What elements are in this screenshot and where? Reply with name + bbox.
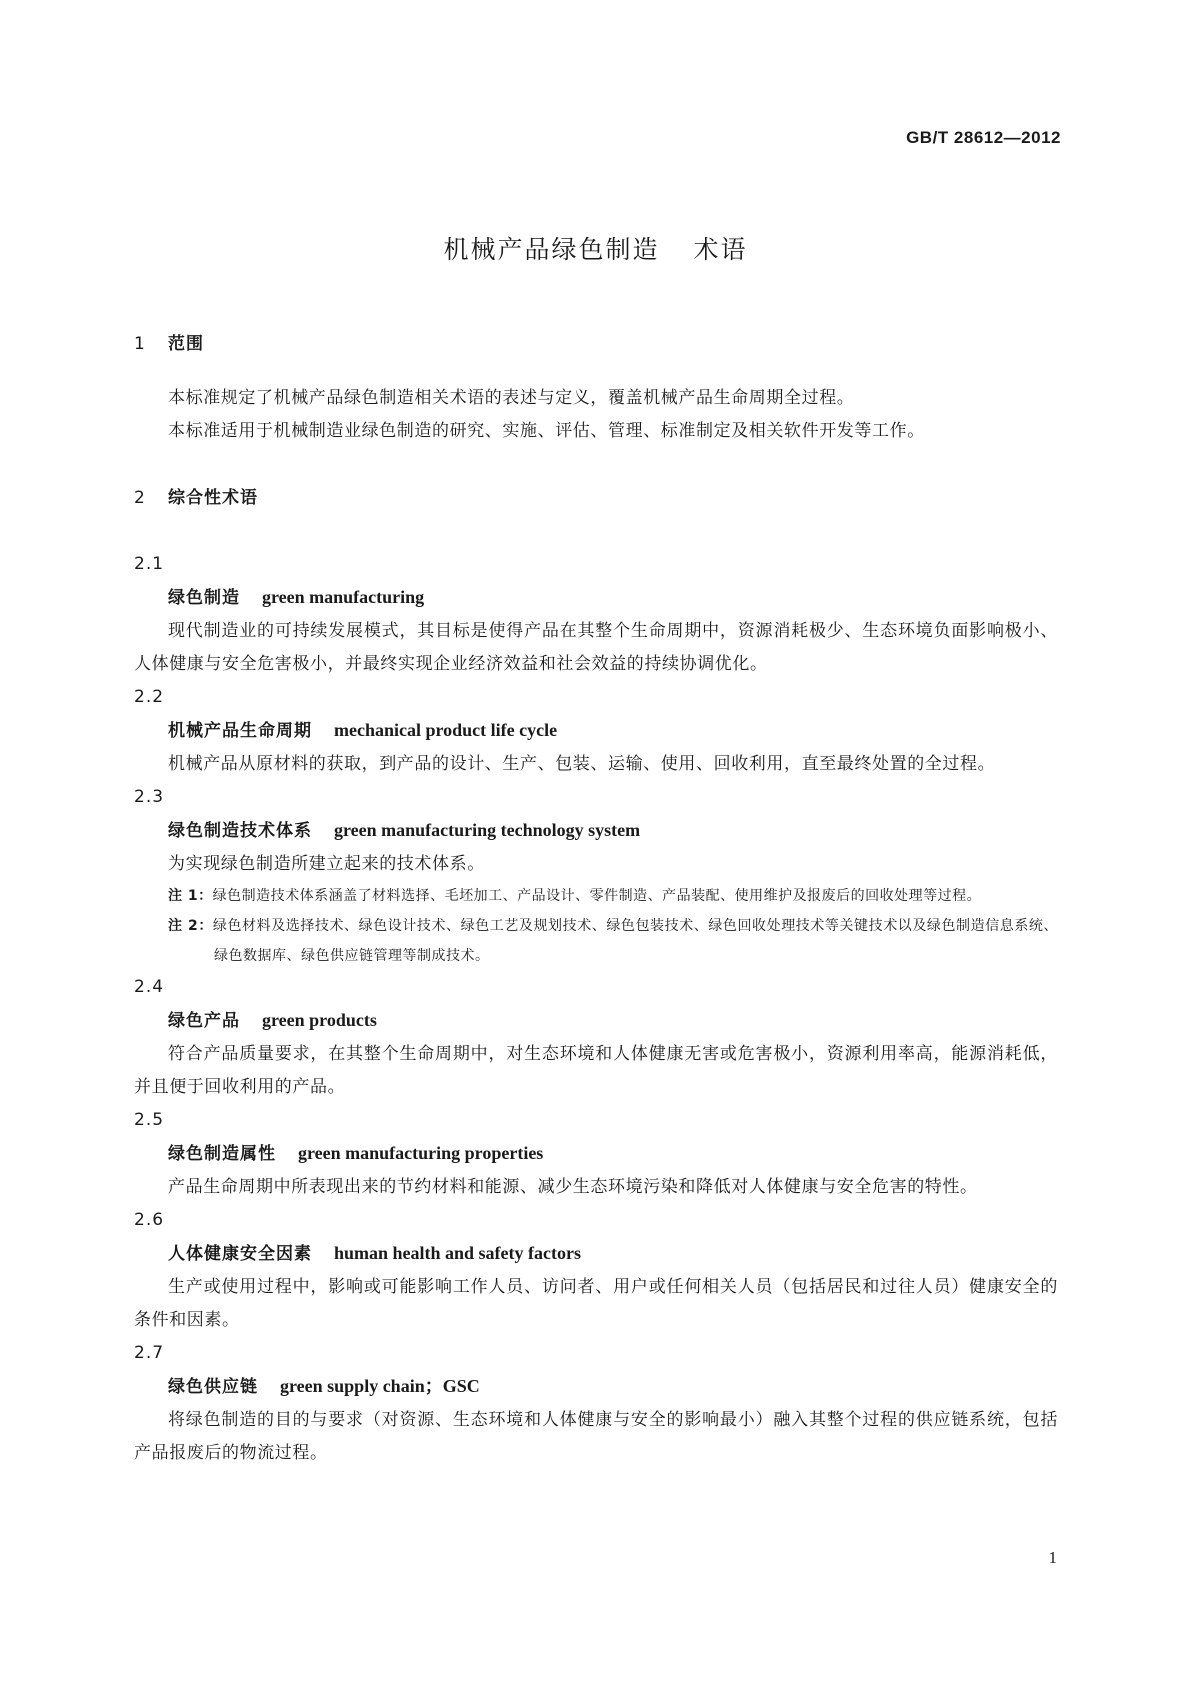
note-text: 绿色材料及选择技术、绿色设计技术、绿色工艺及规划技术、绿色包装技术、绿色回收处理技术等关键技术以及绿色制造信息系统、绿色数据库、绿色供应链管理等制成技术。 bbox=[212, 918, 1058, 964]
standard-code: GB/T 28612—2012 bbox=[906, 128, 1061, 147]
term-chinese: 人体健康安全因素 bbox=[168, 1244, 312, 1264]
term-heading bbox=[134, 1237, 1058, 1271]
term-english: green supply chain；GSC bbox=[280, 1376, 480, 1396]
term-entry bbox=[134, 1204, 1058, 1337]
term-definition: 符合产品质量要求，在其整个生命周期中，对生态环境和人体健康无害或危害极小，资源利用率高，能源消耗低，并且便于回收利用的产品。 bbox=[134, 1044, 1058, 1097]
section-number: 2 bbox=[134, 488, 146, 508]
term-note bbox=[134, 911, 1058, 971]
note-text: 绿色制造技术体系涵盖了材料选择、毛坯加工、产品设计、零件制造、产品装配、使用维护及报废后的回收处理等过程。 bbox=[212, 888, 982, 904]
term-entry bbox=[134, 1337, 1058, 1470]
term-heading bbox=[134, 814, 1058, 848]
term-chinese: 绿色供应链 bbox=[168, 1377, 258, 1397]
term-heading bbox=[134, 1004, 1058, 1038]
term-definition: 为实现绿色制造所建立起来的技术体系。 bbox=[168, 854, 485, 874]
section-title: 范围 bbox=[168, 334, 204, 354]
term-english: green manufacturing properties bbox=[298, 1143, 544, 1163]
term-number: 2.2 bbox=[134, 687, 165, 707]
term-heading bbox=[134, 1370, 1058, 1404]
term-entry bbox=[134, 1104, 1058, 1204]
term-entry bbox=[134, 781, 1058, 971]
title-main: 机械产品绿色制造 bbox=[443, 235, 660, 264]
term-definition: 将绿色制造的目的与要求（对资源、生态环境和人体健康与安全的影响最小）融入其整个过程的供应链系统，包括产品报废后的物流过程。 bbox=[134, 1410, 1058, 1463]
scope-paragraph: 本标准规定了机械产品绿色制造相关术语的表述与定义，覆盖机械产品生命周期全过程。 bbox=[168, 388, 855, 408]
term-definition: 生产或使用过程中，影响或可能影响工作人员、访问者、用户或任何相关人员（包括居民和过往人员）健康安全的条件和因素。 bbox=[134, 1277, 1058, 1330]
term-english: mechanical product life cycle bbox=[334, 720, 558, 740]
note-label: 注 2： bbox=[168, 918, 213, 934]
term-heading bbox=[134, 581, 1058, 615]
term-entry bbox=[134, 971, 1058, 1104]
term-chinese: 绿色制造技术体系 bbox=[168, 821, 312, 841]
term-note bbox=[134, 881, 1058, 911]
term-heading bbox=[134, 1137, 1058, 1171]
term-definition: 现代制造业的可持续发展模式，其目标是使得产品在其整个生命周期中，资源消耗极少、生态环境负面影响极小、人体健康与安全危害极小，并最终实现企业经济效益和社会效益的持续协调优化。 bbox=[134, 621, 1058, 674]
term-number: 2.3 bbox=[134, 787, 165, 807]
term-english: green products bbox=[262, 1010, 377, 1030]
term-entry bbox=[134, 681, 1058, 781]
term-definition: 机械产品从原材料的获取，到产品的设计、生产、包装、运输、使用、回收利用，直至最终处置的全过程。 bbox=[168, 754, 996, 774]
term-number: 2.1 bbox=[134, 554, 165, 574]
term-chinese: 绿色制造属性 bbox=[168, 1144, 276, 1164]
term-entry bbox=[134, 548, 1058, 681]
term-number: 2.5 bbox=[134, 1110, 165, 1130]
title-sub: 术语 bbox=[693, 235, 748, 264]
term-number: 2.6 bbox=[134, 1210, 165, 1230]
term-english: green manufacturing bbox=[262, 587, 425, 607]
section-title: 综合性术语 bbox=[168, 488, 258, 508]
document-title bbox=[0, 230, 1191, 266]
term-number: 2.4 bbox=[134, 977, 165, 997]
term-definition: 产品生命周期中所表现出来的节约材料和能源、减少生态环境污染和降低对人体健康与安全危害的特性。 bbox=[168, 1177, 978, 1197]
term-english: human health and safety factors bbox=[334, 1243, 582, 1263]
term-number: 2.7 bbox=[134, 1343, 165, 1363]
document-body bbox=[134, 330, 1058, 1470]
scope-paragraph: 本标准适用于机械制造业绿色制造的研究、实施、评估、管理、标准制定及相关软件开发等工作。 bbox=[168, 421, 925, 441]
term-heading bbox=[134, 714, 1058, 748]
section-heading-general-terms bbox=[134, 484, 1058, 512]
term-chinese: 绿色产品 bbox=[168, 1011, 240, 1031]
term-chinese: 绿色制造 bbox=[168, 588, 240, 608]
section-number: 1 bbox=[134, 334, 146, 354]
term-chinese: 机械产品生命周期 bbox=[168, 721, 312, 741]
term-english: green manufacturing technology system bbox=[334, 820, 641, 840]
note-label: 注 1： bbox=[168, 888, 213, 904]
page-number: 1 bbox=[1048, 1548, 1057, 1567]
section-heading-scope bbox=[134, 330, 1058, 358]
